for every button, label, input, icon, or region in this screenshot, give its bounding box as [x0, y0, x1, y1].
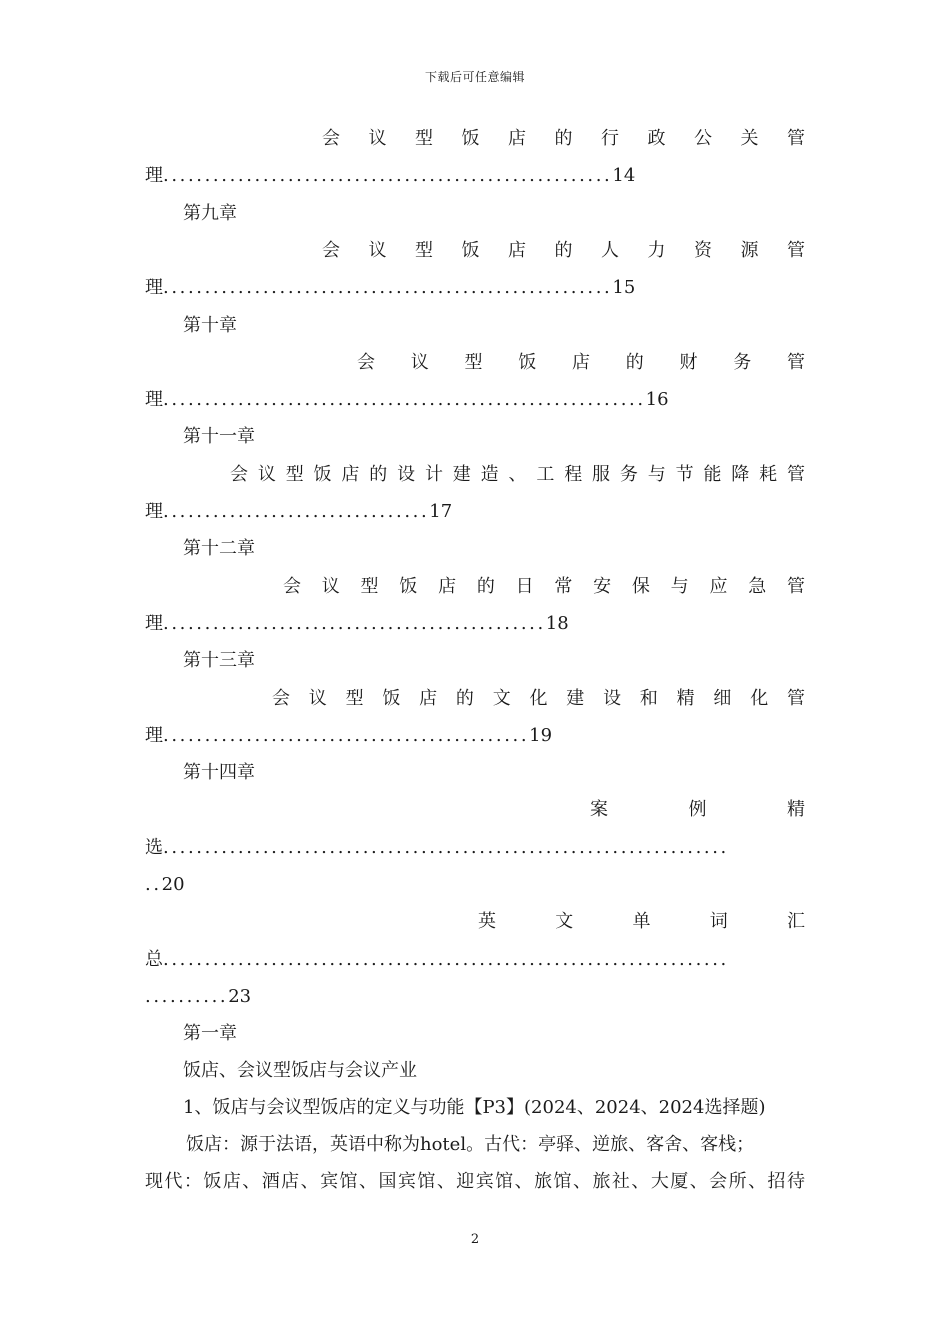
toc-leader-dots: ............................................: [163, 724, 530, 746]
toc-chapter-label: 第十三章: [183, 650, 255, 672]
toc-leader-dots: ..: [145, 874, 162, 895]
toc-entry-title: 会 议 型 饭 店 的 人 力 资 源 管: [322, 239, 805, 261]
toc-page-number: 14: [612, 165, 636, 187]
toc-leader-dots: ......................................................: [163, 165, 613, 187]
toc-page-number: 23: [228, 985, 252, 1007]
paragraph-line: 饭店：源于法语，英语中称为hotel。古代：亭驿、逆旅、客舍、客栈；: [186, 1134, 755, 1155]
toc-entry-tail: 理: [145, 501, 163, 522]
toc-entry-leader: [145, 612, 569, 636]
toc-chapter-label: 第十四章: [183, 762, 255, 784]
toc-entry-tail: 总: [145, 948, 163, 970]
paragraph-line: 现代：饭店、酒店、宾馆、国宾馆、迎宾馆、旅馆、旅社、大厦、会所、招待: [145, 1171, 805, 1192]
page-number: 2: [470, 1232, 480, 1247]
toc-leader-dots: ......................................................: [163, 277, 613, 299]
toc-leader-dots: ..............................................: [163, 612, 546, 634]
toc-entry-leader-cont: [145, 985, 251, 1009]
toc-entry-title: 会 议 型 饭 店 的 设 计 建 造 、 工 程 服 务 与 节 能 降 耗 管: [230, 463, 805, 485]
toc-entry-leader: [145, 164, 635, 188]
toc-entry-leader: [145, 948, 729, 972]
toc-entry-tail: 理: [145, 277, 163, 299]
toc-entry-title: 会 议 型 饭 店 的 行 政 公 关 管: [322, 128, 805, 149]
toc-entry-tail: 选: [145, 836, 163, 858]
page-header: 下载后可任意编辑: [424, 70, 525, 84]
section-heading: 1、饭店与会议型饭店的定义与功能【P3】(2024、2024、2024选择题): [183, 1097, 766, 1118]
toc-page-number: 19: [529, 724, 553, 746]
toc-entry-tail: 理: [145, 724, 163, 746]
toc-page-number: 16: [645, 389, 669, 411]
toc-entry-tail: 理: [145, 165, 163, 187]
toc-page-number: 18: [545, 612, 569, 634]
toc-entry-leader-cont: [145, 873, 185, 897]
toc-chapter-label: 第十二章: [183, 538, 255, 560]
toc-page-number: 15: [612, 277, 636, 299]
toc-entry-title: 会 议 型 饭 店 的 日 常 安 保 与 应 急 管: [283, 575, 805, 597]
toc-entry-title: 会 议 型 饭 店 的 文 化 建 设 和 精 细 化 管: [272, 687, 805, 709]
toc-entry-title: 案 例 精: [590, 799, 805, 821]
toc-entry-leader: [145, 836, 729, 860]
toc-chapter-label: 第九章: [183, 202, 237, 224]
chapter-heading: 第一章: [183, 1023, 237, 1044]
toc-leader-dots: ..........................................................: [163, 389, 646, 411]
toc-leader-dots: ................................: [163, 501, 430, 522]
toc-entry-tail: 理: [145, 612, 163, 634]
chapter-title: 饭店、会议型饭店与会议产业: [183, 1060, 417, 1081]
toc-entry-title: 会 议 型 饭 店 的 财 务 管: [357, 351, 805, 373]
toc-entry-leader: [145, 500, 452, 524]
toc-entry-title: 英 文 单 词 汇: [478, 911, 805, 933]
toc-entry-leader: [145, 276, 635, 300]
toc-leader-dots: ....................................................................: [163, 948, 729, 970]
toc-page-number: 17: [429, 501, 453, 522]
toc-entry-leader: [145, 388, 669, 412]
toc-chapter-label: 第十章: [183, 314, 237, 336]
toc-page-number: 20: [161, 874, 185, 895]
toc-leader-dots: ....................................................................: [163, 836, 729, 858]
toc-chapter-label: 第十一章: [183, 426, 255, 448]
toc-leader-dots: ..........: [145, 985, 229, 1007]
toc-entry-tail: 理: [145, 389, 163, 411]
toc-entry-leader: [145, 724, 552, 748]
